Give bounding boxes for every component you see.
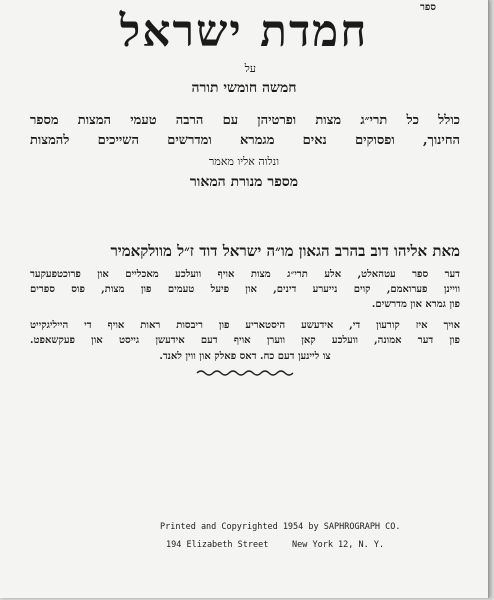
yiddish-line-2: וויינן פערואמם, קוים נייערע דינים, און פיעל טעמים פון מצות, פוס ספרים [30, 284, 460, 295]
book-subtitle: חמשה חומשי תורה [191, 80, 297, 96]
yiddish-line-5: פון דער אמונה, וועלכע קאן ווערן אויף דעם אידעשן גייסט און פעקשאפט. [30, 335, 460, 346]
yiddish-line-6: צו ליינען דעם כח. דאס פאלק און ווין לאנד. [159, 351, 331, 362]
added-essay-label: ונלוה אליו מאמר [208, 155, 280, 168]
al-label: על [244, 62, 256, 75]
yiddish-line-1: דער ספר עטהאלט, אלע תרי״ג מצות אויף וועלכע מאכליים און פרוכטפעקער [30, 269, 460, 280]
description-line-2: החינוך, ופסוקים נאים מגמרא ומדרשים השייכים להמצות [30, 133, 460, 148]
author-line: מאת אליהו דוב בהרב הגאון מו״ה ישראל דוד ז״ל מוולקאמיר [110, 242, 460, 260]
book-title: חמדת ישראל [119, 6, 369, 57]
yiddish-line-4: אויך איז קורעון די, אידעשע היסטאריע פון ריבסות ראות אויף די הייליגקייט [30, 320, 460, 331]
sefer-label: ספר [419, 2, 436, 13]
yiddish-line-3: פון גמרא און מדרשים. [371, 299, 460, 310]
printer-city: New York 12, N. Y. [292, 540, 385, 550]
printer-address: 194 Elizabeth Street [166, 540, 269, 550]
wavy-divider [195, 368, 295, 378]
printer-credit: Printed and Copyrighted 1954 by SAPHROGRAPH CO. [160, 522, 401, 532]
description-line-1: כולל כל תרי״ג מצות ופרטיהן עם הרבה טעמי המצות מספר [30, 113, 460, 128]
second-book-title: מספר מנורת המאור [189, 174, 299, 190]
